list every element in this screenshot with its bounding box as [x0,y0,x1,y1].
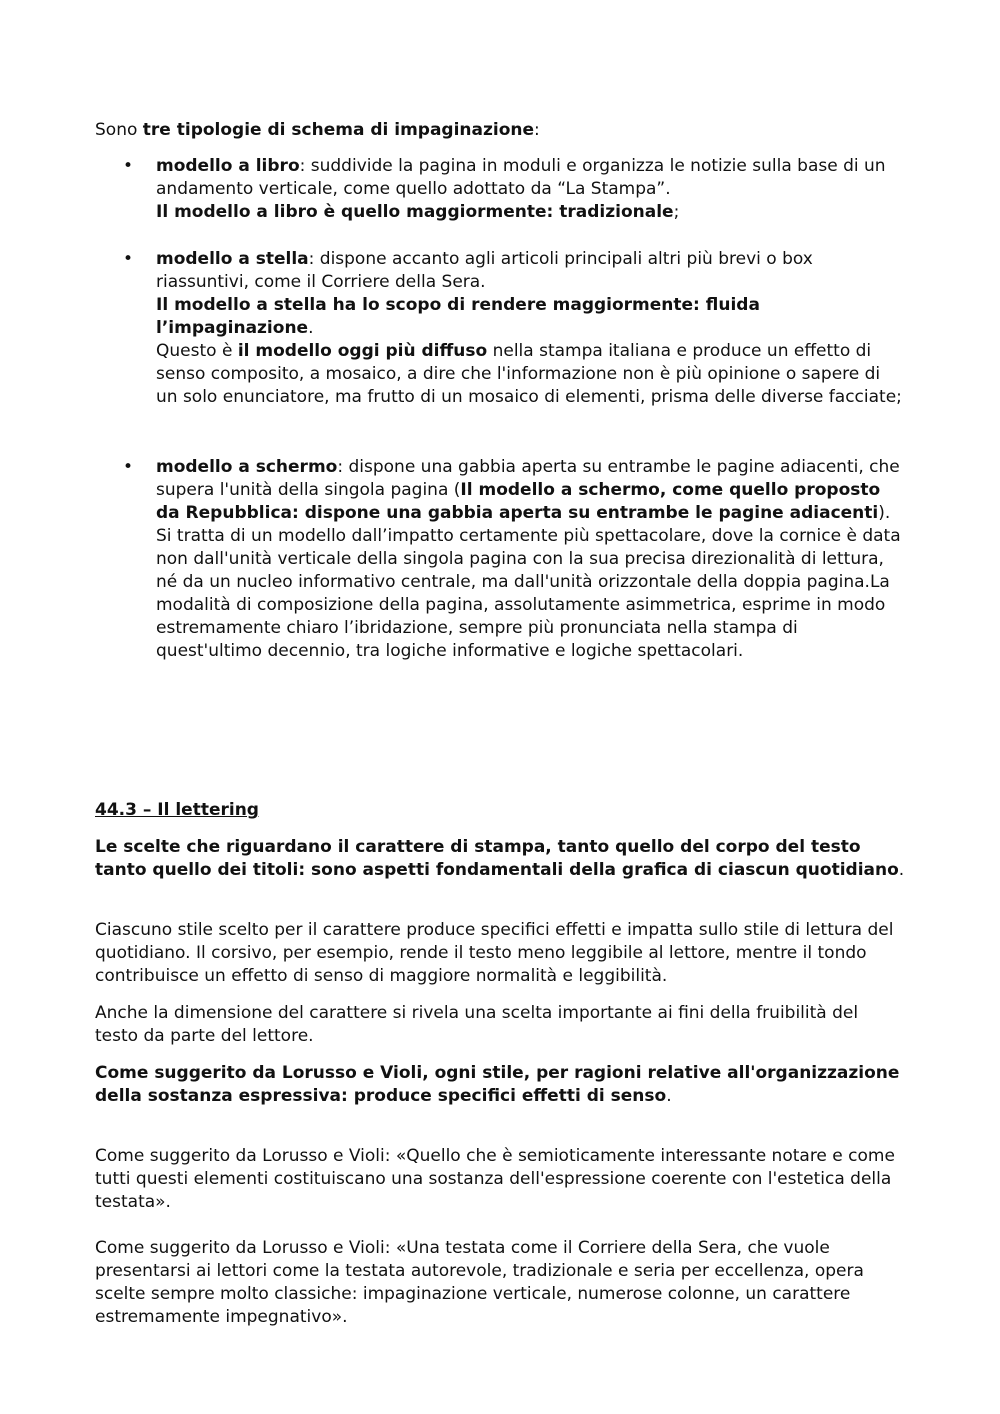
paragraph-5: Come suggerito da Lorusso e Violi: «Quello che è semioticamente interessante notare e come tutti questi elementi costituiscano una sostanza dell'espressione coerente con l'estetica della testata». [95,1146,895,1212]
section-heading: 44.3 – Il lettering [95,800,259,820]
layout-models-list [95,155,905,663]
paragraph-4-bold: Come suggerito da Lorusso e Violi, ogni stile, per ragioni relative all'organizzazione della sostanza espressiva: produce specifici effetti di senso [95,1063,900,1106]
bullet-icon: • [123,156,134,176]
paragraph-4-end: . [666,1086,672,1106]
bold-line-end-stella: . [308,318,314,338]
paragraph-1 [95,836,905,882]
bullet-icon: • [123,457,134,477]
list-item-stella [95,248,905,456]
paragraph-1-end: . [898,860,905,880]
bold-text-stella: Il modello a stella ha lo scopo di rendere maggiormente: fluida l’impaginazione [156,295,760,338]
paragraph-2: Ciascuno stile scelto per il carattere produce specifici effetti e impatta sullo stile di lettura del quotidiano. Il corsivo, per esempio, rende il testo meno leggibile al lettore, mentre il tondo contribuisce un effetto di senso di maggiore normalità e leggibilità. [95,920,894,986]
desc-libro: : suddivide la pagina in moduli e organizza le notizie sulla base di un andamento verticale, come quello adottato da “La Stampa”. [156,156,886,199]
bullet-icon: • [123,249,134,269]
list-item-schermo [95,456,905,663]
intro-paragraph [95,119,905,142]
paragraph-6: Come suggerito da Lorusso e Violi: «Una testata come il Corriere della Sera, che vuole presentarsi ai lettori come la testata autorevole, tradizionale e seria per eccellenza, opera scelte sempre molto classiche: impaginazione verticale, numerose colonne, un carattere estremamente impegnativo». [95,1238,864,1327]
paragraph-1-bold: Le scelte che riguardano il carattere di stampa, tanto quello del corpo del testo tanto quello dei titoli: sono aspetti fondamentali della grafica di ciascun quotidiano [95,837,899,880]
paragraph-4 [95,1062,905,1108]
paragraph-stella [156,340,905,409]
inline-end-schermo: ). [878,503,891,523]
stella-p2-suffix: nella stampa italiana e produce un effetto di senso composito, a mosaico, a dire che l'informazione non è più opinione o sapere di un solo enunciatore, ma frutto di un mosaico di elementi, prisma delle diverse facciate; [156,341,902,407]
desc-stella: : dispone accanto agli articoli principali altri più brevi o box riassuntivi, come il Corriere della Sera. [156,249,813,292]
bold-text-libro: Il modello a libro è quello maggiormente: tradizionale [156,202,674,222]
bold-inline-schermo: Il modello a schermo, come quello proposto da Repubblica: dispone una gabbia aperta su entrambe le pagine adiacenti [156,480,881,523]
bold-line-end-libro: ; [673,202,680,222]
bold-line-stella [156,294,905,340]
bold-line-libro [156,201,905,224]
term-stella: modello a stella [156,249,309,269]
term-libro: modello a libro [156,156,300,176]
paragraph-3: Anche la dimensione del carattere si rivela una scelta importante ai fini della fruibilità del testo da parte del lettore. [95,1003,859,1046]
stella-p2-prefix: Questo è [156,341,238,361]
term-schermo: modello a schermo [156,457,338,477]
paragraph-schermo: Si tratta di un modello dall’impatto certamente più spettacolare, dove la cornice è data non dall'unità verticale della singola pagina con la sua precisa direzionalità di lettura, né da un nucleo informativo centrale, ma dall'unità orizzontale della doppia pagina.La modalità di composizione della pagina, assolutamente asimmetrica, esprime in modo estremamente chiaro l’ibridazione, sempre più pronunciata nella stampa di quest'ultimo decennio, tra logiche informative e logiche spettacolari. [156,526,901,661]
desc-schermo: : dispone una gabbia aperta su entrambe le pagine adiacenti, che supera l'unità della singola pagina ( [156,457,900,500]
intro-suffix: : [534,120,540,140]
list-item-libro [95,155,905,248]
stella-p2-bold: il modello oggi più diffuso [237,341,488,361]
intro-bold: tre tipologie di schema di impaginazione [142,120,535,140]
intro-prefix: Sono [95,120,143,140]
